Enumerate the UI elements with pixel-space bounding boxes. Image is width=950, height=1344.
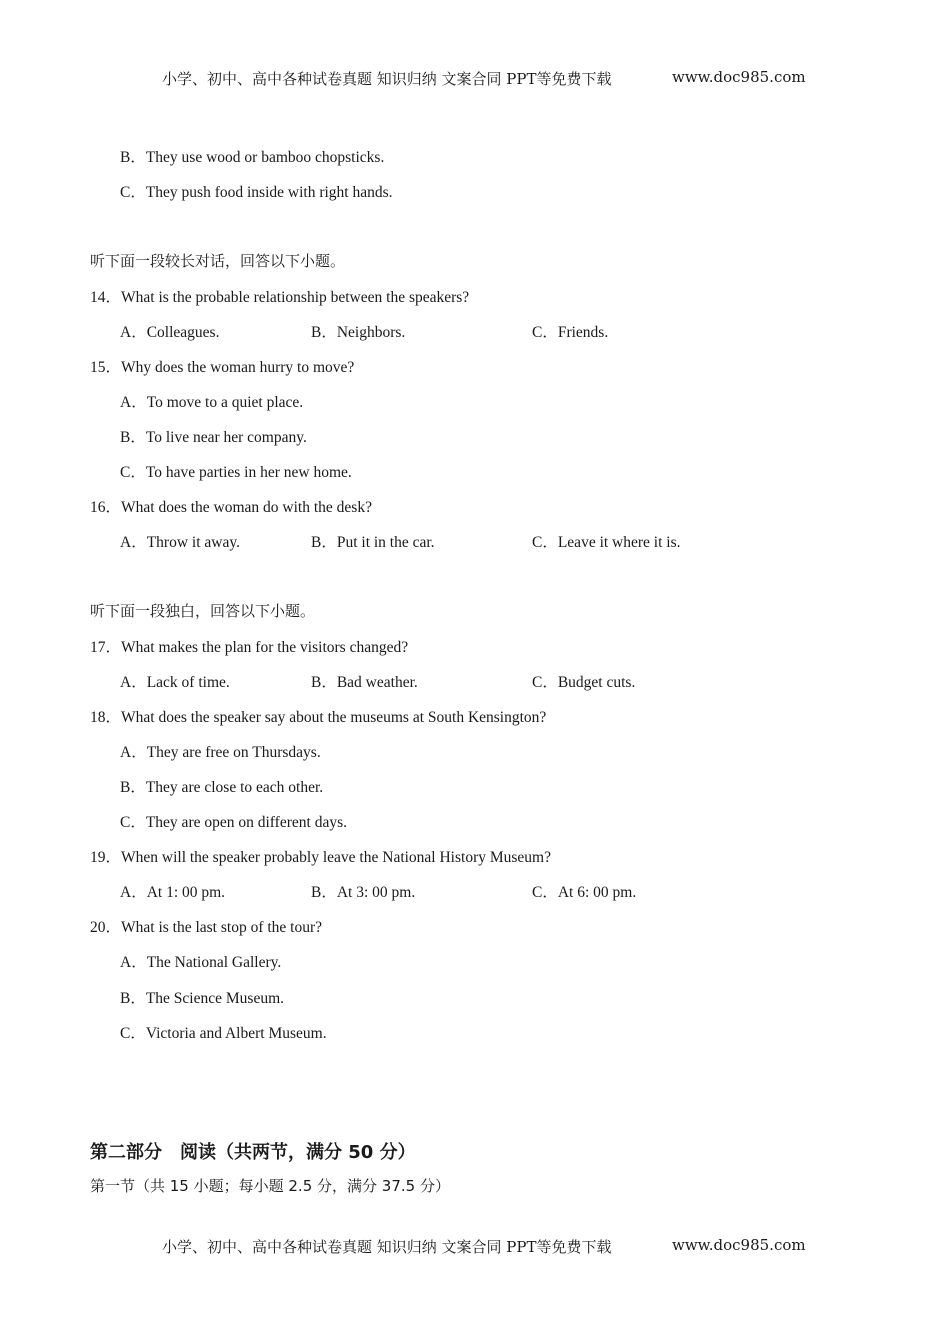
footer-text: 小学、初中、高中各种试卷真题 知识归纳 文案合同 PPT等免费下载 [162, 1238, 612, 1256]
q16-stem: 16．What does the woman do with the desk? [90, 499, 372, 516]
monologue-instruction: 听下面一段独白，回答以下小题。 [90, 602, 316, 620]
q19-option-a: A．At 1: 00 pm. [120, 884, 226, 901]
q20-option-c: C．Victoria and Albert Museum. [120, 1025, 327, 1042]
q19-option-c: C．At 6: 00 pm. [532, 884, 637, 901]
q17-option-c: C．Budget cuts. [532, 674, 636, 691]
q20-stem: 20．What is the last stop of the tour? [90, 919, 323, 936]
q20-option-a: A．The National Gallery. [120, 954, 282, 971]
q17-option-b: B．Bad weather. [311, 674, 418, 691]
part2-title: 第二部分 阅读（共两节，满分 50 分） [90, 1142, 416, 1163]
q17-stem: 17．What makes the plan for the visitors changed? [90, 639, 409, 656]
q13-option-c: C．They push food inside with right hands. [120, 184, 393, 201]
header-text: 小学、初中、高中各种试卷真题 知识归纳 文案合同 PPT等免费下载 [162, 70, 612, 88]
q20-option-b: B．The Science Museum. [120, 990, 285, 1007]
q15-stem: 15．Why does the woman hurry to move? [90, 359, 355, 376]
q18-option-c: C．They are open on different days. [120, 814, 347, 831]
q14-stem: 14．What is the probable relationship between the speakers? [90, 289, 470, 306]
q14-option-c: C．Friends. [532, 324, 609, 341]
q15-option-b: B．To live near her company. [120, 429, 307, 446]
q14-option-a: A．Colleagues. [120, 324, 220, 341]
header-url[interactable]: www.doc985.com [672, 68, 806, 86]
q16-option-b: B．Put it in the car. [311, 534, 435, 551]
q15-option-a: A．To move to a quiet place. [120, 394, 304, 411]
q18-stem: 18．What does the speaker say about the museums at South Kensington? [90, 709, 547, 726]
part2-subtitle: 第一节（共 15 小题；每小题 2.5 分，满分 37.5 分） [90, 1177, 450, 1195]
q16-option-a: A．Throw it away. [120, 534, 240, 551]
q19-stem: 19．When will the speaker probably leave the National History Museum? [90, 849, 551, 866]
q15-option-c: C．To have parties in her new home. [120, 464, 352, 481]
q14-option-b: B．Neighbors. [311, 324, 406, 341]
footer-url[interactable]: www.doc985.com [672, 1236, 806, 1254]
q18-option-b: B．They are close to each other. [120, 779, 324, 796]
q16-option-c: C．Leave it where it is. [532, 534, 681, 551]
q13-option-b: B．They use wood or bamboo chopsticks. [120, 149, 385, 166]
q18-option-a: A．They are free on Thursdays. [120, 744, 321, 761]
q17-option-a: A．Lack of time. [120, 674, 230, 691]
dialogue-instruction: 听下面一段较长对话，回答以下小题。 [90, 252, 346, 270]
q19-option-b: B．At 3: 00 pm. [311, 884, 416, 901]
